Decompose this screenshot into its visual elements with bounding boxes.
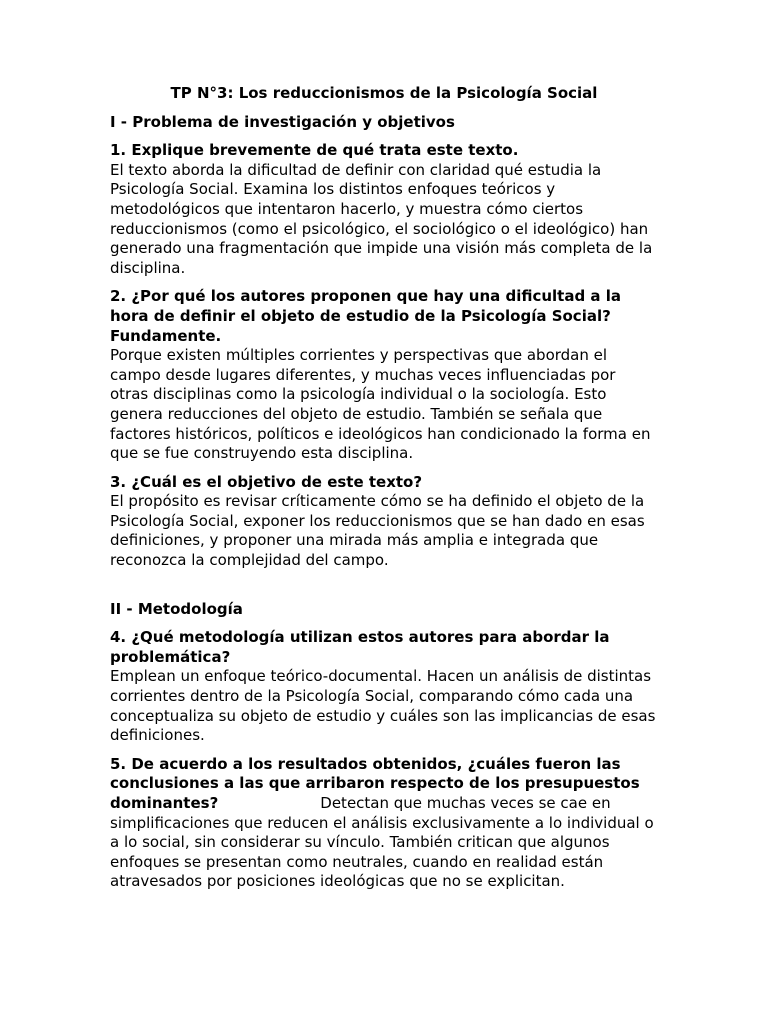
answer-1: El texto aborda la dificultad de definir con claridad qué estudia la Psicología Social. Examina los distintos enfoques teóricos y metodológicos que intentaron hacerlo, y muestra cómo ciertos reduccionismos (como el psicológico, el sociológico o el ideológico) han generado una fragmentación que impide una visión más completa de la disciplina. (110, 160, 653, 277)
question-1: 1. Explique brevemente de qué trata este texto. (110, 141, 519, 160)
answer-4: Emplean un enfoque teórico-documental. Hacen un análisis de distintas corrientes dentro de la Psicología Social, comparando cómo cada una conceptualiza su objeto de estudio y cuáles son las implicancias de esas definiciones. (110, 667, 656, 745)
question-4: 4. ¿Qué metodología utilizan estos autores para abordar la problemática? (110, 628, 610, 666)
question-3: 3. ¿Cuál es el objetivo de este texto? (110, 472, 423, 491)
question-5: 5. De acuerdo a los resultados obtenidos, ¿cuáles fueron las conclusiones a las que arribaron respecto de los presupuestos dominantes? (110, 754, 640, 812)
document-title: TP N°3: Los reduccionismos de la Psicología Social (170, 84, 598, 102)
section-heading-1: I - Problema de investigación y objetivos (110, 112, 455, 131)
section-heading-2: II - Metodología (110, 599, 243, 618)
answer-5: Detectan que muchas veces se cae en simplificaciones que reducen el análisis exclusivamente a lo individual o a lo social, sin considerar su vínculo. También critican que algunos enfoques se presentan como neutrales, cuando en realidad están atravesados por posiciones ideológicas que no se explicitan. (110, 794, 654, 891)
document-page (110, 84, 658, 901)
question-answer-5 (110, 755, 658, 892)
answer-3: El propósito es revisar críticamente cómo se ha definido el objeto de la Psicología Social, exponer los reduccionismos que se han dado en esas definiciones, y proponer una mirada más amplia e integrada que reconozca la complejidad del campo. (110, 492, 645, 570)
question-2: 2. ¿Por qué los autores proponen que hay una dificultad a la hora de definir el objeto de estudio de la Psicología Social? Fundamente. (110, 287, 622, 345)
answer-2: Porque existen múltiples corrientes y perspectivas que abordan el campo desde lugares diferentes, y muchas veces influenciadas por otras disciplinas como la psicología individual o la sociología. Esto genera reducciones del objeto de estudio. También se señala que factores históricos, políticos e ideológicos han condicionado la forma en que se fue construyendo esta disciplina. (110, 346, 651, 463)
